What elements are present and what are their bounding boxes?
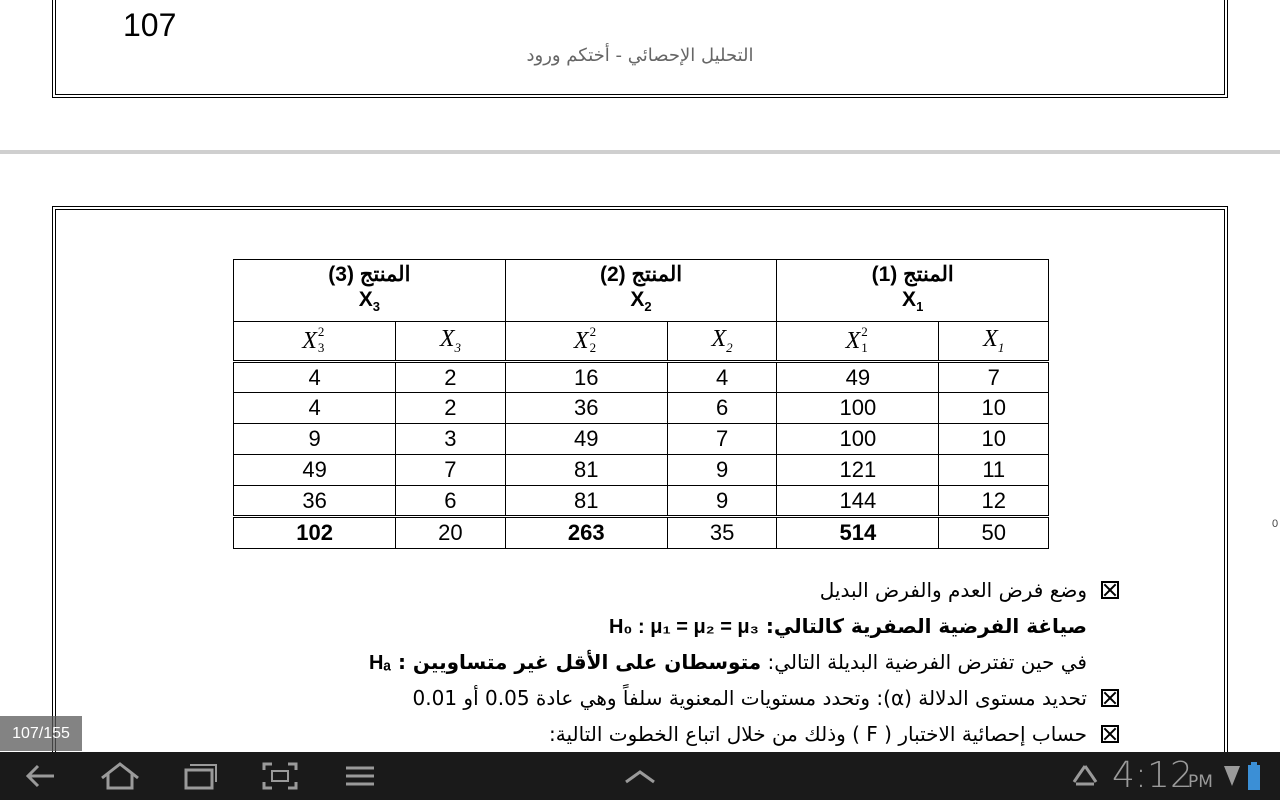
page-divider xyxy=(0,150,1280,154)
table-cell: 12 xyxy=(939,486,1049,517)
menu-button[interactable] xyxy=(330,756,390,796)
table-cell: 49 xyxy=(777,362,939,393)
subheader-x2-squared: X 2 2 xyxy=(505,322,667,362)
total-cell: 102 xyxy=(234,517,396,549)
table-cell: 49 xyxy=(234,455,396,486)
table-cell: 10 xyxy=(939,424,1049,455)
table-cell: 11 xyxy=(939,455,1049,486)
total-cell: 514 xyxy=(777,517,939,549)
group-header-product-3: المنتج (3) $X_3$ xyxy=(234,260,506,322)
bullet-item-significance: تحديد مستوى الدلالة (α): وتحدد مستويات المعنوية سلفاً وهي عادة 0.05 أو 0.01 xyxy=(369,683,1087,719)
table-cell: 81 xyxy=(505,486,667,517)
total-cell: 35 xyxy=(667,517,777,549)
table-cell: 9 xyxy=(234,424,396,455)
current-page xyxy=(52,206,1228,752)
null-hypothesis-line: صياغة الفرضية الصفرية كالتالي: H₀ : μ₁ = μ₂ = μ₃ xyxy=(608,614,1087,638)
checkbox-x-icon xyxy=(1101,581,1119,599)
table-total-row xyxy=(234,517,1049,549)
bullet-item-f-statistic: حساب إحصائية الاختبار ( F ) وذلك من خلال اتباع الخطوت التالية: xyxy=(369,719,1087,752)
back-icon xyxy=(10,756,70,796)
table-cell: 144 xyxy=(777,486,939,517)
subheader-x3: $X_3$ xyxy=(396,322,506,362)
table-cell: 36 xyxy=(505,393,667,424)
bullet-list xyxy=(369,575,1087,752)
table-cell: 100 xyxy=(777,424,939,455)
table-row xyxy=(234,455,1049,486)
table-cell: 4 xyxy=(234,362,396,393)
home-button[interactable] xyxy=(90,756,150,796)
table-cell: 9 xyxy=(667,455,777,486)
total-cell: 263 xyxy=(505,517,667,549)
checkbox-x-icon xyxy=(1101,725,1119,743)
alt-hypothesis-line: في حين تفترض الفرضية البديلة التالي: متوسطان على الأقل غير متساويين : Hₐ xyxy=(369,650,1087,674)
table-row xyxy=(234,486,1049,517)
table-cell: 7 xyxy=(396,455,506,486)
expand-button[interactable] xyxy=(610,756,670,796)
subheader-x1-squared: X 2 1 xyxy=(777,322,939,362)
status-ampm: PM xyxy=(1188,772,1213,792)
data-table xyxy=(233,259,1049,549)
total-cell: 50 xyxy=(939,517,1049,549)
signal-icon xyxy=(1224,764,1240,793)
recent-apps-button[interactable] xyxy=(170,756,230,796)
table-subheader-row xyxy=(234,322,1049,362)
table-cell: 9 xyxy=(667,486,777,517)
subheader-x2: $X_2$ xyxy=(667,322,777,362)
page-footer: التحليل الإحصائي - أختكم ورود xyxy=(526,45,754,66)
edge-mark: 0 xyxy=(1272,518,1279,530)
battery-icon xyxy=(1248,762,1260,795)
table-row xyxy=(234,393,1049,424)
table-cell: 121 xyxy=(777,455,939,486)
checkbox-x-icon xyxy=(1101,689,1119,707)
menu-icon xyxy=(330,756,390,796)
table-row xyxy=(234,362,1049,393)
table-group-header-row xyxy=(234,260,1049,322)
recent-apps-icon xyxy=(170,756,230,796)
page-indicator: 107/155 xyxy=(0,716,82,751)
table-cell: 7 xyxy=(939,362,1049,393)
group-header-product-2: المنتج (2) $X_2$ xyxy=(505,260,777,322)
table-cell: 81 xyxy=(505,455,667,486)
subheader-x3-squared: X 2 3 xyxy=(234,322,396,362)
table-cell: 10 xyxy=(939,393,1049,424)
table-cell: 36 xyxy=(234,486,396,517)
bullet-item-hypotheses: وضع فرض العدم والفرض البديل xyxy=(369,575,1087,611)
back-button[interactable] xyxy=(10,756,70,796)
table-cell: 6 xyxy=(667,393,777,424)
table-cell: 6 xyxy=(396,486,506,517)
table-cell: 4 xyxy=(234,393,396,424)
group-header-product-1: المنتج (1) $X_1$ xyxy=(777,260,1049,322)
table-cell: 49 xyxy=(505,424,667,455)
table-cell: 100 xyxy=(777,393,939,424)
up-chevron-icon xyxy=(610,756,670,796)
screenshot-icon xyxy=(250,756,310,796)
status-clock: 4:12 xyxy=(1112,755,1193,796)
table-cell: 4 xyxy=(667,362,777,393)
subheader-x1: $X_1$ xyxy=(939,322,1049,362)
system-navigation-bar xyxy=(0,752,1280,800)
total-cell: 20 xyxy=(396,517,506,549)
table-cell: 7 xyxy=(667,424,777,455)
previous-page xyxy=(52,0,1228,98)
screenshot-button[interactable] xyxy=(250,756,310,796)
table-row xyxy=(234,424,1049,455)
table-cell: 16 xyxy=(505,362,667,393)
table-cell: 3 xyxy=(396,424,506,455)
table-cell: 2 xyxy=(396,362,506,393)
home-icon xyxy=(90,756,150,796)
table-cell: 2 xyxy=(396,393,506,424)
recycle-icon xyxy=(1070,762,1100,797)
page-number: 107 xyxy=(123,7,177,43)
